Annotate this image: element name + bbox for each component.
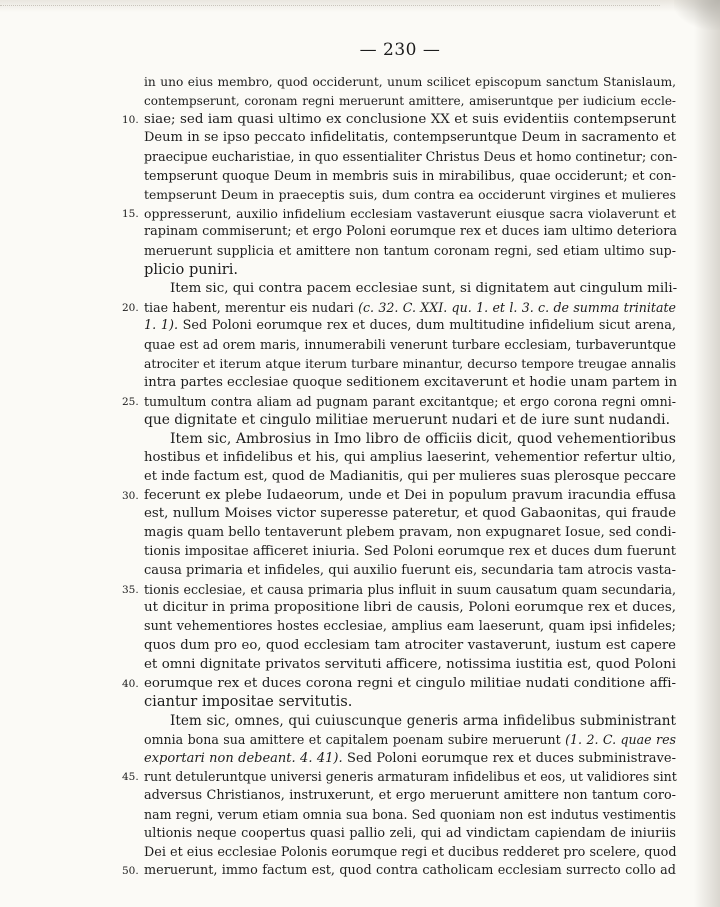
- line-number: 45.: [122, 771, 139, 784]
- line-roman-text: intra partes ecclesiae quoque seditionem excitaverunt et hodie unam partem in: [144, 374, 678, 390]
- line-roman-text: quae est ad orem maris, innumerabili venerunt turbare ecclesiam, turbaveruntque: [144, 337, 676, 353]
- line-roman-text: est, nullum Moises victor superesse pateretur, et quod Gabaonitas, qui fraude: [144, 506, 676, 522]
- line-text: [144, 242, 676, 261]
- citation-italic: (c. 32. C. XXI. qu. 1. et l. 3. c. de summa trinitate: [358, 299, 676, 315]
- text-line: [0, 317, 720, 336]
- line-roman-text: et omni dignitate privatos servituti afficere, notissima iustitia est, quod Poloni: [144, 656, 676, 672]
- line-roman-text: Dei et eius ecclesiae Polonis eorumque regi et ducibus redderet pro scelere, quod: [144, 844, 677, 860]
- text-line: [0, 487, 720, 506]
- line-roman-text: Sed Poloni eorumque rex et duces, dum multitudine infidelium sicut arena,: [178, 318, 676, 334]
- line-text: [144, 73, 676, 92]
- line-roman-text: et inde factum est, quod de Madianitis, qui per mulieres suas plerosque peccare: [144, 468, 676, 484]
- text-line: [0, 787, 720, 806]
- line-roman-text: sunt vehementiores hostes ecclesiae, amplius eam laeserunt, quam ipsi infideles;: [144, 619, 676, 635]
- line-text: [144, 844, 676, 863]
- line-roman-text: tionis ecclesiae, et causa primaria plus influit in suum causatum quam secundaria,: [144, 581, 676, 597]
- line-text: [144, 449, 676, 468]
- text-line: [0, 167, 720, 186]
- text-line: [0, 562, 720, 581]
- line-text: [144, 317, 676, 336]
- page-top-shadow: [0, 0, 720, 12]
- text-line: [0, 393, 720, 412]
- line-roman-text: hostibus et infidelibus et his, qui amplius laeserint, vehementior refertur ultio,: [144, 449, 676, 465]
- line-text: [144, 581, 676, 600]
- text-line: [0, 261, 720, 280]
- text-line: [0, 825, 720, 844]
- text-line: [0, 374, 720, 393]
- text-line: [0, 637, 720, 656]
- line-roman-text: ut dicitur in prima propositione libri de causis, Poloni eorumque rex et duces,: [144, 600, 676, 616]
- line-roman-text: plicio puniri.: [144, 260, 239, 278]
- line-roman-text: runt detuleruntque universi generis armaturam infidelibus et eos, ut validiores sint: [144, 769, 677, 785]
- line-text: [144, 186, 676, 205]
- line-text: [144, 806, 676, 825]
- line-roman-text: oppresserunt, auxilio infidelium ecclesiam vastaverunt eiusque sacra violaverunt et: [144, 205, 676, 221]
- line-roman-text: Item sic, Ambrosius in Imo libro de officiis dicit, quod vehementioribus: [170, 431, 676, 448]
- line-number: 10.: [122, 113, 139, 126]
- line-text: [144, 693, 676, 712]
- line-number: 40.: [122, 677, 139, 690]
- text-line: [0, 581, 720, 600]
- citation-italic: (1. 2. C. quae res: [565, 731, 676, 747]
- line-text: [144, 129, 676, 148]
- page-corner-smudge: [674, 0, 720, 30]
- text-line: [0, 336, 720, 355]
- text-line: [0, 299, 720, 318]
- line-text: [144, 543, 676, 562]
- text-line: [0, 111, 720, 130]
- line-text: [144, 618, 676, 637]
- text-line: [0, 712, 720, 731]
- text-line: [0, 186, 720, 205]
- text-line: [0, 92, 720, 111]
- line-text: [144, 768, 676, 787]
- line-text: [144, 862, 676, 881]
- text-line: [0, 806, 720, 825]
- line-text: [144, 787, 676, 806]
- text-line: [0, 599, 720, 618]
- line-number: 20.: [122, 301, 139, 314]
- line-text: [144, 205, 676, 224]
- line-text: [144, 562, 676, 581]
- line-text: [144, 656, 676, 675]
- text-line: [0, 148, 720, 167]
- line-text: [144, 336, 676, 355]
- line-text: [144, 261, 676, 280]
- text-line: [0, 618, 720, 637]
- text-line: [0, 750, 720, 769]
- line-roman-text: magis quam bello tentaverunt plebem pravam, non expugnaret Iosue, sed condi-: [144, 525, 677, 541]
- text-line: [0, 656, 720, 675]
- line-text: [144, 92, 676, 111]
- line-roman-text: praecipue eucharistiae, in quo essentialiter Christus Deus et homo continetur; con-: [144, 149, 678, 165]
- citation-italic: exportari non debeant. 4. 41).: [144, 750, 343, 766]
- line-text: [144, 637, 676, 656]
- line-text: [144, 299, 676, 318]
- line-text: [144, 468, 676, 487]
- text-line: [0, 768, 720, 787]
- line-roman-text: tumultum contra aliam ad pugnam parant excitantque; et ergo corona regni omni-: [144, 393, 676, 409]
- text-line: [0, 693, 720, 712]
- line-text: [144, 374, 676, 393]
- text-line: [0, 411, 720, 430]
- line-text: [144, 355, 676, 374]
- line-text: [144, 524, 676, 543]
- line-text: [144, 487, 676, 506]
- line-roman-text: in uno eius membro, quod occiderunt, unum scilicet episcopum sanctum Stanislaum,: [144, 75, 676, 89]
- text-line: [0, 675, 720, 694]
- line-number: 50.: [122, 865, 139, 878]
- line-text: [170, 712, 676, 731]
- line-text: [144, 411, 676, 430]
- line-roman-text: Item sic, omnes, qui cuiuscunque generis arma infidelibus subministrant: [170, 713, 676, 730]
- line-text: [144, 731, 676, 750]
- text-line: [0, 73, 720, 92]
- line-text: [170, 280, 676, 299]
- text-line: [0, 129, 720, 148]
- text-line: [0, 242, 720, 261]
- line-text: [144, 111, 676, 130]
- line-text: [144, 148, 676, 167]
- line-roman-text: ciantur impositae servitutis.: [144, 693, 353, 711]
- line-roman-text: adversus Christianos, instruxerunt, et ergo meruerunt amittere non tantum coro-: [144, 788, 676, 804]
- line-text: [144, 750, 676, 769]
- line-number: 15.: [122, 207, 139, 220]
- line-text: [144, 393, 676, 412]
- text-line: [0, 280, 720, 299]
- text-line: [0, 524, 720, 543]
- page-number: — 230 —: [359, 40, 441, 60]
- line-roman-text: Sed Poloni eorumque rex et duces subministrave-: [342, 750, 676, 766]
- line-text: [170, 430, 676, 449]
- text-line: [0, 731, 720, 750]
- line-roman-text: tiae habent, merentur eis nudari: [144, 299, 359, 315]
- line-roman-text: causa primaria et infideles, qui auxilio fuerunt eis, secundaria tam atrocis vasta-: [144, 562, 676, 578]
- text-body: [0, 73, 720, 881]
- scan-dotted-artifact: [0, 5, 660, 6]
- line-roman-text: ultionis neque coopertus quasi pallio zeli, qui ad vindictam capiendam de iniuriis: [144, 825, 676, 841]
- line-roman-text: tempserunt quoque Deum in membris suis in mirabilibus, quae occiderunt; et con-: [144, 167, 676, 183]
- text-line: [0, 449, 720, 468]
- text-line: [0, 862, 720, 881]
- text-line: [0, 468, 720, 487]
- line-roman-text: eorumque rex et duces corona regni et cingulo militiae nudati conditione affi-: [144, 675, 676, 691]
- line-roman-text: siae; sed iam quasi ultimo ex conclusione XX et suis evidentiis contempserunt: [144, 111, 676, 127]
- text-line: [0, 543, 720, 562]
- line-roman-text: omnia bona sua amittere et capitalem poenam subire meruerunt: [144, 731, 566, 747]
- text-line: [0, 430, 720, 449]
- line-roman-text: fecerunt ex plebe Iudaeorum, unde et Dei in populum pravum iracundia effusa: [144, 487, 676, 503]
- line-roman-text: Deum in se ipso peccato infidelitatis, contempseruntque Deum in sacramento et: [144, 130, 676, 146]
- text-line: [0, 844, 720, 863]
- line-text: [144, 223, 676, 242]
- text-line: [0, 355, 720, 374]
- line-roman-text: que dignitate et cingulo militiae meruerunt nudari et de iure sunt nudandi.: [144, 412, 670, 429]
- line-text: [144, 599, 676, 618]
- line-roman-text: quos dum pro eo, quod ecclesiam tam atrociter vastaverunt, iustum est capere: [144, 637, 676, 653]
- line-text: [144, 167, 676, 186]
- line-roman-text: tempserunt Deum in praeceptis suis, dum contra ea occiderunt virgines et mulieres: [144, 186, 676, 202]
- text-line: [0, 223, 720, 242]
- citation-italic: 1. 1).: [144, 318, 179, 334]
- line-number: 25.: [122, 395, 139, 408]
- line-roman-text: meruerunt supplicia et amittere non tantum coronam regni, sed etiam ultimo sup-: [144, 243, 676, 259]
- line-roman-text: contempserunt, coronam regni meruerunt amittere, amiseruntque per iudicium eccle-: [144, 93, 676, 108]
- line-text: [144, 675, 676, 694]
- line-text: [144, 825, 676, 844]
- line-roman-text: nam regni, verum etiam omnia sua bona. Sed quoniam non est indutus vestimentis: [144, 807, 676, 823]
- text-line: [0, 505, 720, 524]
- line-number: 35.: [122, 583, 139, 596]
- line-roman-text: rapinam commiserunt; et ergo Poloni eorumque rex et duces iam ultimo deteriora: [144, 224, 677, 240]
- line-roman-text: Item sic, qui contra pacem ecclesiae sunt, si dignitatem aut cingulum mili-: [170, 280, 678, 296]
- line-number: 30.: [122, 489, 139, 502]
- line-text: [144, 505, 676, 524]
- line-roman-text: tionis impositae afficeret iniuria. Sed Poloni eorumque rex et duces dum fuerunt: [144, 543, 676, 559]
- line-roman-text: meruerunt, immo factum est, quod contra catholicam ecclesiam surrecto collo ad: [144, 863, 676, 879]
- text-line: [0, 205, 720, 224]
- line-roman-text: atrociter et iterum atque iterum turbare minantur, decurso tempore treugae annalis: [144, 355, 676, 371]
